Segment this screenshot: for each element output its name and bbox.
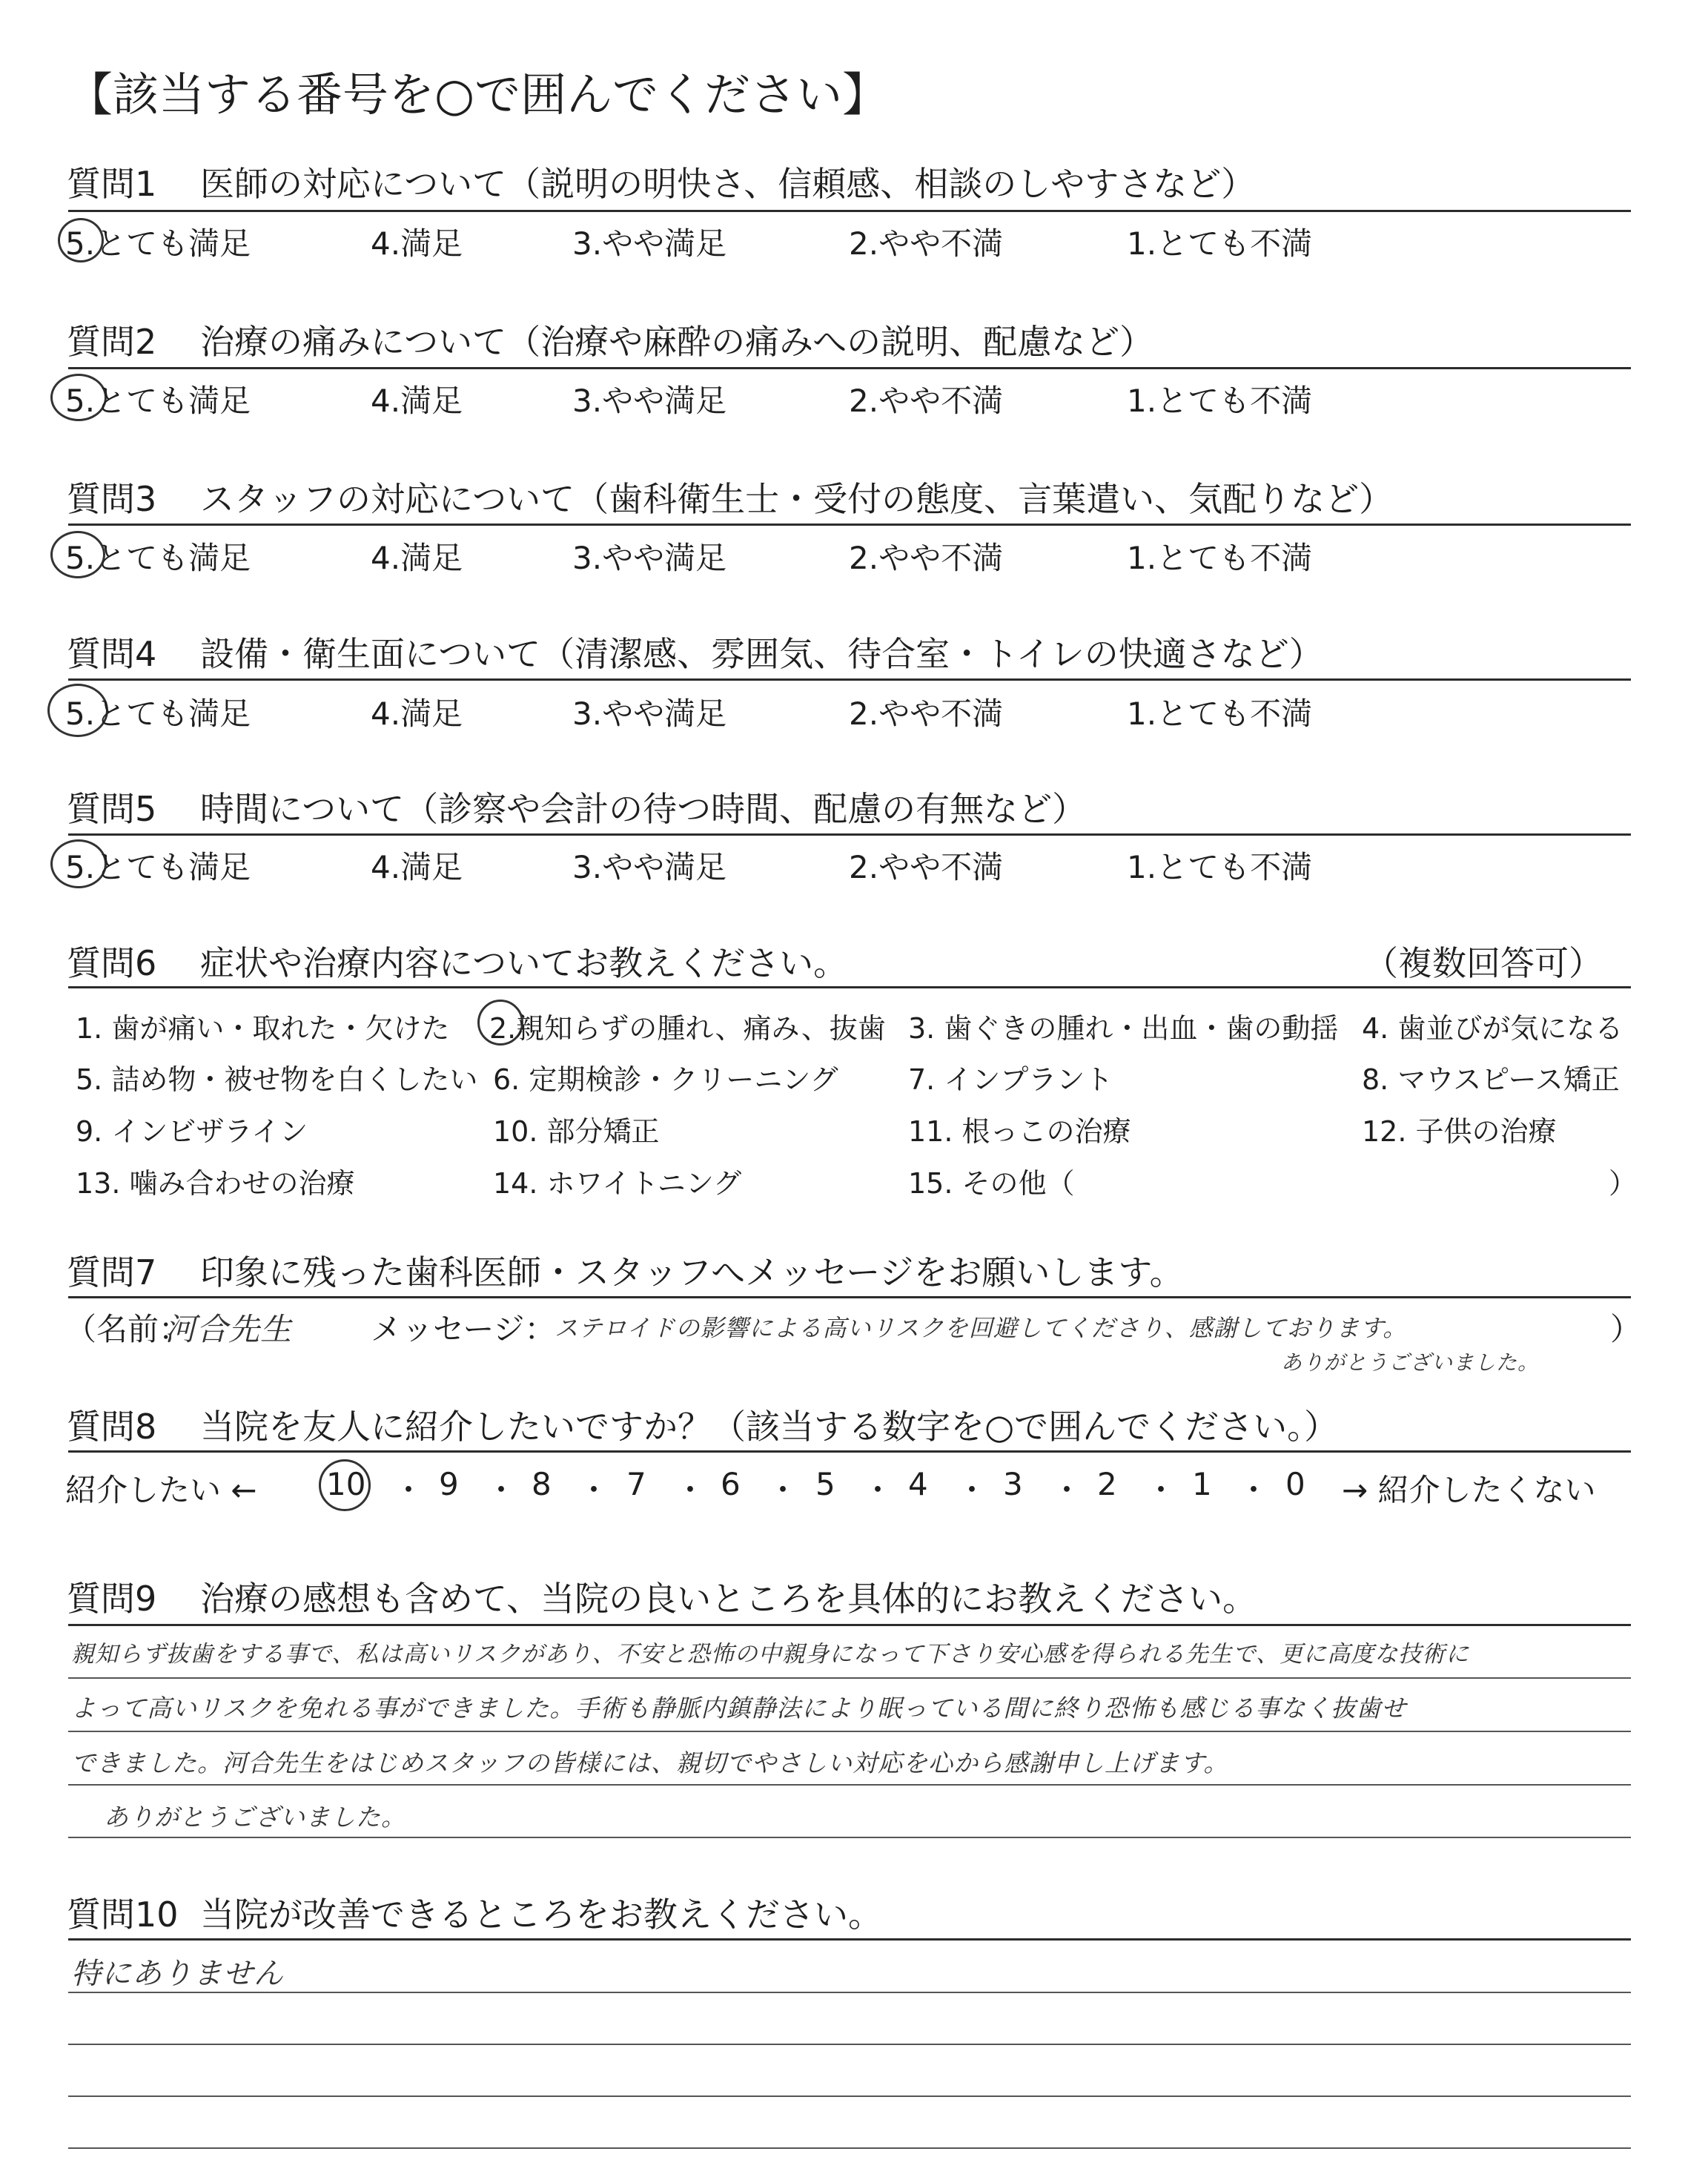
option-3[interactable]: 3.やや満足: [572, 849, 727, 885]
question-text: 治療の感想も含めて、当院の良いところを具体的にお教えください。: [200, 1579, 1257, 1619]
option-2[interactable]: 2.やや不満: [849, 696, 1004, 732]
option-3[interactable]: 3.やや満足: [572, 383, 727, 419]
scale-dot: ・: [578, 1472, 610, 1508]
option-5[interactable]: 5.とても満足: [65, 383, 251, 419]
option-4[interactable]: 4.満足: [371, 540, 463, 576]
option-1[interactable]: 1.とても不満: [1127, 383, 1313, 419]
page-heading: 【該当する番号を○で囲んでください】: [67, 67, 889, 122]
option-1[interactable]: 1.とても不満: [1127, 696, 1313, 732]
question-10-title: [67, 1888, 882, 1937]
question-7-title: [67, 1246, 1184, 1295]
option-3[interactable]: 3.やや満足: [572, 225, 727, 262]
option-4[interactable]: 4.満足: [371, 696, 463, 732]
option-2[interactable]: 2.やや不満: [849, 225, 1004, 262]
scale-dot: ・: [675, 1472, 706, 1508]
option-5[interactable]: 5.とても満足: [65, 696, 251, 732]
option-2[interactable]: 2.やや不満: [849, 849, 1004, 885]
option-1[interactable]: 1.とても不満: [1127, 540, 1313, 576]
question-4-rule: [68, 678, 1631, 681]
answer-rule: [68, 1837, 1631, 1838]
scale-dot: ・: [862, 1472, 894, 1508]
scale-7[interactable]: 7: [626, 1466, 646, 1502]
question-1-title: [67, 157, 1255, 206]
scale-2[interactable]: 2: [1097, 1466, 1117, 1502]
option-4[interactable]: 4.満足: [371, 225, 463, 262]
scale-10[interactable]: 10: [326, 1466, 366, 1502]
scale-4[interactable]: 4: [908, 1466, 928, 1502]
scale-dot: ・: [1051, 1472, 1083, 1508]
q6-option-3[interactable]: 3. 歯ぐきの腫れ・出血・歯の動揺: [908, 1012, 1339, 1045]
option-5[interactable]: 5.とても満足: [65, 225, 251, 262]
scale-5[interactable]: 5: [815, 1466, 835, 1502]
q6-option-1[interactable]: 1. 歯が痛い・取れた・欠けた: [76, 1012, 450, 1045]
answer-line-3: できました。河合先生をはじめスタッフの皆様には、親切でやさしい対応を心から感謝申し上げます。: [71, 1748, 1229, 1777]
scale-dot: ・: [1145, 1472, 1177, 1508]
q6-option-5[interactable]: 5. 詰め物・被せ物を白くしたい: [76, 1063, 478, 1096]
answer-line-2: よって高いリスクを免れる事ができました。手術も静脈内鎮静法により眠っている間に終り恐怖も感じる事なく抜歯せ: [71, 1694, 1407, 1723]
answer-rule: [68, 1992, 1631, 1993]
question-number: 質問1: [67, 164, 157, 204]
q6-option-15-close: ）: [1609, 1167, 1638, 1200]
option-3[interactable]: 3.やや満足: [572, 540, 727, 576]
q6-option-8[interactable]: 8. マウスピース矯正: [1362, 1063, 1620, 1096]
q6-option-6[interactable]: 6. 定期検診・クリーニング: [493, 1063, 838, 1096]
scale-3[interactable]: 3: [1003, 1466, 1023, 1502]
name-value[interactable]: 河合先生: [165, 1311, 293, 1347]
question-1-rule: [68, 210, 1631, 212]
question-text: 医師の対応について（説明の明快さ、信頼感、相談のしやすさなど）: [200, 164, 1256, 204]
q6-option-9[interactable]: 9. インビザライン: [76, 1115, 308, 1148]
question-8-rule: [68, 1450, 1631, 1453]
message-value[interactable]: ステロイドの影響による高いリスクを回避してくださり、感謝しております。: [555, 1314, 1408, 1342]
question-7-rule: [68, 1296, 1631, 1298]
answer-rule: [68, 1677, 1631, 1679]
question-6-rule: [68, 986, 1631, 988]
question-number: 質問8: [67, 1407, 157, 1447]
option-5[interactable]: 5.とても満足: [65, 540, 251, 576]
q6-option-14[interactable]: 14. ホワイトニング: [493, 1167, 742, 1200]
question-number: 質問3: [67, 479, 157, 519]
scale-8[interactable]: 8: [532, 1466, 552, 1502]
option-4[interactable]: 4.満足: [371, 849, 463, 885]
option-5[interactable]: 5.とても満足: [65, 849, 251, 885]
question-text: 当院を友人に紹介したいですか？（該当する数字を○で囲んでください。）: [200, 1407, 1339, 1447]
question-8-title: [67, 1400, 1338, 1449]
question-text: 設備・衛生面について（清潔感、雰囲気、待合室・トイレの快適さなど）: [200, 634, 1323, 674]
scale-dot: ・: [1238, 1472, 1270, 1508]
question-2-rule: [68, 367, 1631, 369]
question-text: 治療の痛みについて（治療や麻酔の痛みへの説明、配慮など）: [200, 322, 1154, 362]
question-text: 当院が改善できるところをお教えください。: [200, 1895, 882, 1935]
answer-rule: [68, 1731, 1631, 1732]
scale-6[interactable]: 6: [721, 1466, 741, 1502]
message-label: メッセージ：: [371, 1311, 556, 1347]
option-2[interactable]: 2.やや不満: [849, 540, 1004, 576]
answer-rule: [68, 2147, 1631, 2149]
option-1[interactable]: 1.とても不満: [1127, 225, 1313, 262]
scale-0[interactable]: 0: [1285, 1466, 1305, 1502]
q6-option-2[interactable]: 2.親知らずの腫れ、痛み、抜歯: [489, 1012, 886, 1045]
q6-option-10[interactable]: 10. 部分矯正: [493, 1115, 660, 1148]
question-number: 質問9: [67, 1579, 157, 1619]
scale-dot: ・: [393, 1472, 425, 1508]
message-value-line-2[interactable]: ありがとうございました。: [1281, 1350, 1540, 1375]
question-number: 質問2: [67, 322, 157, 362]
question-5-rule: [68, 833, 1631, 836]
question-3-title: [67, 472, 1393, 521]
scale-9[interactable]: 9: [439, 1466, 459, 1502]
answer-line-1: 親知らず抜歯をする事で、私は高いリスクがあり、不安と恐怖の中親身になって下さり安心感を得られる先生で、更に高度な技術に: [71, 1641, 1470, 1668]
question-4-title: [67, 627, 1323, 676]
scale-left-label: 紹介したい ←: [65, 1472, 257, 1508]
question-number: 質問6: [67, 943, 157, 983]
answer-line-4: ありがとうございました。: [104, 1803, 406, 1832]
question-5-title: [67, 782, 1086, 831]
answer-rule: [68, 1784, 1631, 1786]
question-2-title: [67, 315, 1153, 364]
question-9-rule: [68, 1624, 1631, 1626]
option-3[interactable]: 3.やや満足: [572, 696, 727, 732]
question-9-title: [67, 1572, 1257, 1621]
question-6-title: [67, 937, 847, 985]
q6-option-11[interactable]: 11. 根っこの治療: [908, 1115, 1131, 1148]
scale-dot: ・: [486, 1472, 517, 1508]
name-label: （名前：: [65, 1311, 191, 1347]
question-3-rule: [68, 524, 1631, 526]
option-1[interactable]: 1.とても不満: [1127, 849, 1313, 885]
question-text: 印象に残った歯科医師・スタッフへメッセージをお願いします。: [200, 1252, 1184, 1292]
question-text: 症状や治療内容についてお教えください。: [200, 943, 848, 983]
q6-option-7[interactable]: 7. インプラント: [908, 1063, 1113, 1096]
scale-right-label: → 紹介したくない: [1342, 1472, 1596, 1508]
question-number: 質問7: [67, 1252, 157, 1292]
scale-dot: ・: [956, 1472, 988, 1508]
q6-option-4[interactable]: 4. 歯並びが気になる: [1362, 1012, 1623, 1045]
question-text: 時間について（診察や会計の待つ時間、配慮の有無など）: [200, 789, 1087, 829]
option-4[interactable]: 4.満足: [371, 383, 463, 419]
q6-option-13[interactable]: 13. 噛み合わせの治療: [76, 1167, 355, 1200]
answer-rule: [68, 2095, 1631, 2097]
multiple-answers-note: （複数回答可）: [1364, 943, 1603, 983]
answer-line-1: 特にありません: [71, 1957, 284, 1991]
question-10-rule: [68, 1938, 1631, 1941]
message-close: ）: [1610, 1311, 1642, 1347]
q6-option-15[interactable]: 15. その他（: [908, 1167, 1075, 1200]
answer-rule: [68, 2044, 1631, 2045]
q6-option-12[interactable]: 12. 子供の治療: [1362, 1115, 1557, 1148]
scale-1[interactable]: 1: [1192, 1466, 1212, 1502]
question-number: 質問4: [67, 634, 157, 674]
scale-dot: ・: [767, 1472, 799, 1508]
question-number: 質問5: [67, 789, 157, 829]
question-text: スタッフの対応について（歯科衛生士・受付の態度、言葉遣い、気配りなど）: [200, 479, 1394, 519]
option-2[interactable]: 2.やや不満: [849, 383, 1004, 419]
question-number: 質問10: [67, 1895, 179, 1935]
